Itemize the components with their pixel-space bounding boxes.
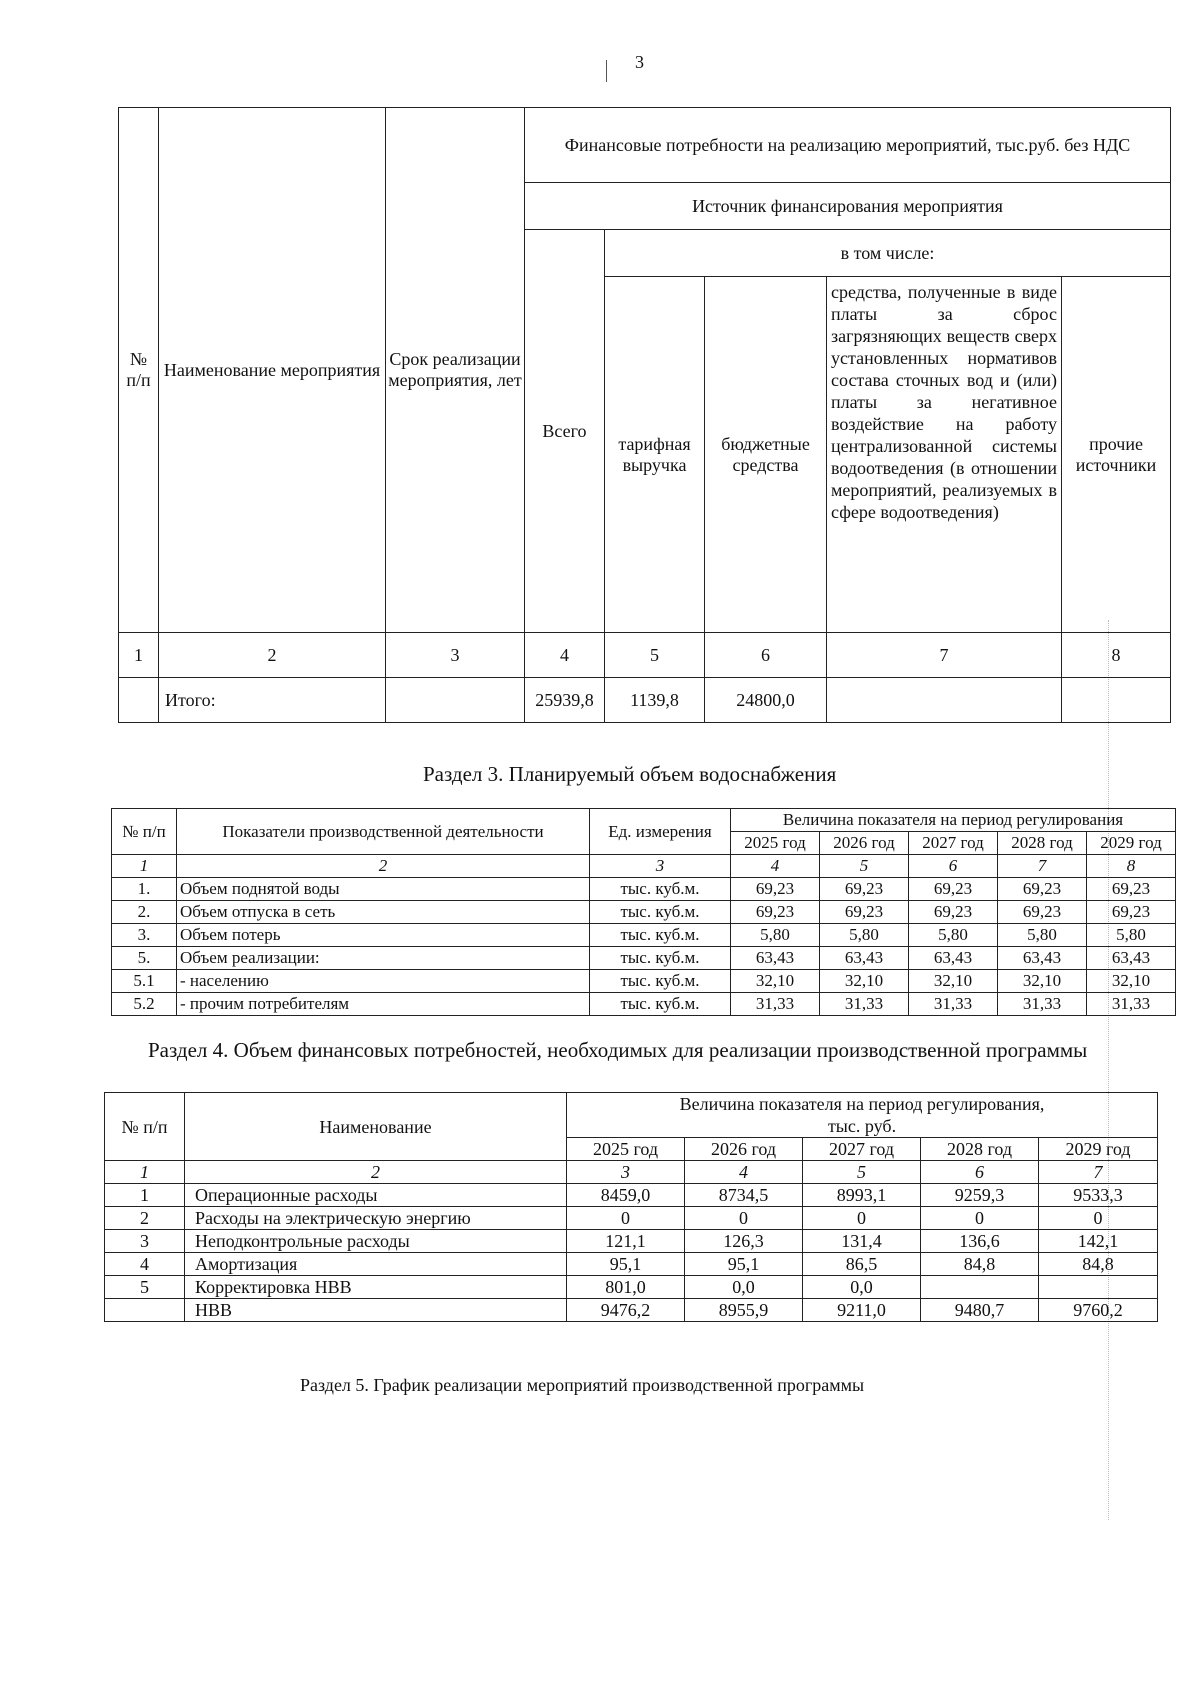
table-row: [105, 1184, 1158, 1207]
row-name: Объем реализации:: [177, 947, 590, 970]
table-row: [112, 924, 1176, 947]
row-value: 9259,3: [921, 1184, 1039, 1207]
col-header-term: Срок реализации мероприятия, лет: [386, 108, 525, 633]
row-value: 8459,0: [567, 1184, 685, 1207]
row-name: Операционные расходы: [185, 1184, 567, 1207]
row-value: 63,43: [731, 947, 820, 970]
row-value: 69,23: [998, 878, 1087, 901]
index-cell: 7: [827, 633, 1062, 678]
row-value: 63,43: [909, 947, 998, 970]
year-header: 2025 год: [731, 832, 820, 855]
total-row-fees: [827, 678, 1062, 723]
year-header: 2027 год: [909, 832, 998, 855]
row-value: 69,23: [1087, 901, 1176, 924]
col-header-no: № п/п: [112, 809, 177, 855]
table-row: [105, 1207, 1158, 1230]
col-header-other: прочие источники: [1062, 277, 1171, 633]
row-value: 9760,2: [1039, 1299, 1158, 1322]
table-row: [112, 947, 1176, 970]
row-value: 63,43: [998, 947, 1087, 970]
row-unit: тыс. куб.м.: [590, 924, 731, 947]
row-unit: тыс. куб.м.: [590, 993, 731, 1016]
row-unit: тыс. куб.м.: [590, 901, 731, 924]
page-number-mark: [606, 60, 609, 82]
row-name: Неподконтрольные расходы: [185, 1230, 567, 1253]
row-value: 0: [567, 1207, 685, 1230]
index-cell: 5: [605, 633, 705, 678]
row-value: 69,23: [731, 878, 820, 901]
year-header: 2025 год: [567, 1138, 685, 1161]
year-header: 2026 год: [685, 1138, 803, 1161]
row-value: 9476,2: [567, 1299, 685, 1322]
row-name: - прочим потребителям: [177, 993, 590, 1016]
row-value: 31,33: [820, 993, 909, 1016]
index-cell: 3: [386, 633, 525, 678]
total-row-term: [386, 678, 525, 723]
row-name: Объем поднятой воды: [177, 878, 590, 901]
row-no: 3: [105, 1230, 185, 1253]
page-number: 3: [635, 52, 644, 72]
section4-title: Раздел 4. Объем финансовых потребностей, необходимых для реализации производственной программы: [148, 1038, 1088, 1062]
row-value: 9533,3: [1039, 1184, 1158, 1207]
total-row-no: [119, 678, 159, 723]
total-row-label: Итого:: [159, 678, 386, 723]
index-cell: 2: [185, 1161, 567, 1184]
section5-title: Раздел 5. График реализации мероприятий производственной программы: [300, 1375, 865, 1395]
index-cell: 4: [525, 633, 605, 678]
row-value: 0: [921, 1207, 1039, 1230]
row-no: [105, 1299, 185, 1322]
table-row: [105, 1253, 1158, 1276]
table-row: [112, 993, 1176, 1016]
row-value: 69,23: [1087, 878, 1176, 901]
row-value: 0: [685, 1207, 803, 1230]
financing-table: [118, 107, 1171, 723]
row-no: 2.: [112, 901, 177, 924]
col-header-financing: Финансовые потребности на реализацию мероприятий, тыс.руб. без НДС: [525, 108, 1171, 183]
col-header-including: в том числе:: [605, 230, 1171, 277]
row-name: Корректировка НВВ: [185, 1276, 567, 1299]
row-value: 31,33: [998, 993, 1087, 1016]
index-cell: 6: [705, 633, 827, 678]
row-value: 95,1: [567, 1253, 685, 1276]
row-no: 5.2: [112, 993, 177, 1016]
col-header-unit: Ед. измерения: [590, 809, 731, 855]
row-unit: тыс. куб.м.: [590, 878, 731, 901]
row-value: 8734,5: [685, 1184, 803, 1207]
row-unit: тыс. куб.м.: [590, 970, 731, 993]
col-header-period-line1: Величина показателя на период регулирования,: [567, 1093, 1158, 1116]
row-value: 131,4: [803, 1230, 921, 1253]
row-value: 32,10: [998, 970, 1087, 993]
row-value: 31,33: [909, 993, 998, 1016]
row-no: 3.: [112, 924, 177, 947]
table-row: [105, 1276, 1158, 1299]
row-value: 69,23: [998, 901, 1087, 924]
total-row-budget: 24800,0: [705, 678, 827, 723]
index-cell: 2: [159, 633, 386, 678]
index-cell: 5: [820, 855, 909, 878]
index-cell: 1: [119, 633, 159, 678]
index-cell: 6: [909, 855, 998, 878]
col-header-no: № п/п: [105, 1093, 185, 1161]
row-value: 63,43: [820, 947, 909, 970]
row-no: 5.1: [112, 970, 177, 993]
col-header-indicator: Показатели производственной деятельности: [177, 809, 590, 855]
col-header-source: Источник финансирования мероприятия: [525, 183, 1171, 230]
table-row: [112, 878, 1176, 901]
col-header-name: Наименование: [185, 1093, 567, 1161]
row-value: 32,10: [731, 970, 820, 993]
col-header-tariff: тарифная выручка: [605, 277, 705, 633]
col-header-budget: бюджетные средства: [705, 277, 827, 633]
row-value: 84,8: [1039, 1253, 1158, 1276]
row-value: 0,0: [803, 1276, 921, 1299]
index-cell: 1: [112, 855, 177, 878]
row-value: 5,80: [731, 924, 820, 947]
row-value: 63,43: [1087, 947, 1176, 970]
row-value: 84,8: [921, 1253, 1039, 1276]
total-row-tariff: 1139,8: [605, 678, 705, 723]
row-value: 32,10: [820, 970, 909, 993]
col-header-period: Величина показателя на период регулирования: [731, 809, 1176, 832]
row-value: 5,80: [998, 924, 1087, 947]
row-value: 5,80: [909, 924, 998, 947]
scan-margin-line: [1108, 620, 1109, 1520]
index-cell: 3: [567, 1161, 685, 1184]
index-cell: 6: [921, 1161, 1039, 1184]
index-cell: 7: [1039, 1161, 1158, 1184]
row-name: Расходы на электрическую энергию: [185, 1207, 567, 1230]
row-no: 4: [105, 1253, 185, 1276]
row-value: 9211,0: [803, 1299, 921, 1322]
col-header-period-line2: тыс. руб.: [567, 1115, 1158, 1138]
row-no: 1: [105, 1184, 185, 1207]
index-cell: 3: [590, 855, 731, 878]
index-cell: 7: [998, 855, 1087, 878]
section3-title: Раздел 3. Планируемый объем водоснабжения: [423, 762, 837, 786]
col-header-no: № п/п: [119, 108, 159, 633]
row-no: 1.: [112, 878, 177, 901]
index-cell: 2: [177, 855, 590, 878]
table-row: [105, 1230, 1158, 1253]
row-value: 9480,7: [921, 1299, 1039, 1322]
row-unit: тыс. куб.м.: [590, 947, 731, 970]
row-value: 8955,9: [685, 1299, 803, 1322]
row-value: 0,0: [685, 1276, 803, 1299]
index-cell: 4: [731, 855, 820, 878]
row-value: 136,6: [921, 1230, 1039, 1253]
year-header: 2029 год: [1039, 1138, 1158, 1161]
year-header: 2027 год: [803, 1138, 921, 1161]
year-header: 2026 год: [820, 832, 909, 855]
index-cell: 5: [803, 1161, 921, 1184]
row-value: 69,23: [909, 878, 998, 901]
financial-needs-table: [104, 1092, 1158, 1322]
index-cell: 4: [685, 1161, 803, 1184]
year-header: 2028 год: [921, 1138, 1039, 1161]
row-value: 69,23: [820, 901, 909, 924]
col-header-name: Наименование мероприятия: [159, 108, 386, 633]
row-name: - населению: [177, 970, 590, 993]
row-value: 95,1: [685, 1253, 803, 1276]
row-value: 69,23: [731, 901, 820, 924]
index-cell: 8: [1087, 855, 1176, 878]
row-value: 121,1: [567, 1230, 685, 1253]
row-value: 86,5: [803, 1253, 921, 1276]
row-no: 5: [105, 1276, 185, 1299]
year-header: 2029 год: [1087, 832, 1176, 855]
water-supply-table: [111, 808, 1176, 1016]
table-row: [112, 901, 1176, 924]
row-name: Амортизация: [185, 1253, 567, 1276]
total-row-other: [1062, 678, 1171, 723]
row-value: 801,0: [567, 1276, 685, 1299]
table-row: [112, 970, 1176, 993]
index-cell: 8: [1062, 633, 1171, 678]
row-value: 32,10: [1087, 970, 1176, 993]
row-value: 142,1: [1039, 1230, 1158, 1253]
row-value: 8993,1: [803, 1184, 921, 1207]
row-name: Объем отпуска в сеть: [177, 901, 590, 924]
row-value: 32,10: [909, 970, 998, 993]
index-cell: 1: [105, 1161, 185, 1184]
row-value: [921, 1276, 1039, 1299]
total-row-total: 25939,8: [525, 678, 605, 723]
row-value: 31,33: [1087, 993, 1176, 1016]
row-value: 126,3: [685, 1230, 803, 1253]
row-value: 5,80: [820, 924, 909, 947]
row-value: [1039, 1276, 1158, 1299]
col-header-fees: средства, полученные в виде платы за сброс загрязняющих веществ сверх установленных нормативов состава сточных вод и (или) платы за негативное воздействие на работу централизованной системы водоотведения (в отношении мероприятий, реализуемых в сфере водоотведения): [827, 277, 1062, 633]
row-value: 0: [1039, 1207, 1158, 1230]
row-no: 2: [105, 1207, 185, 1230]
row-value: 69,23: [909, 901, 998, 924]
row-name: Объем потерь: [177, 924, 590, 947]
row-value: 5,80: [1087, 924, 1176, 947]
row-value: 69,23: [820, 878, 909, 901]
year-header: 2028 год: [998, 832, 1087, 855]
row-value: 0: [803, 1207, 921, 1230]
row-value: 31,33: [731, 993, 820, 1016]
table-row: [105, 1299, 1158, 1322]
row-name: НВВ: [185, 1299, 567, 1322]
row-no: 5.: [112, 947, 177, 970]
col-header-total: Всего: [525, 230, 605, 633]
